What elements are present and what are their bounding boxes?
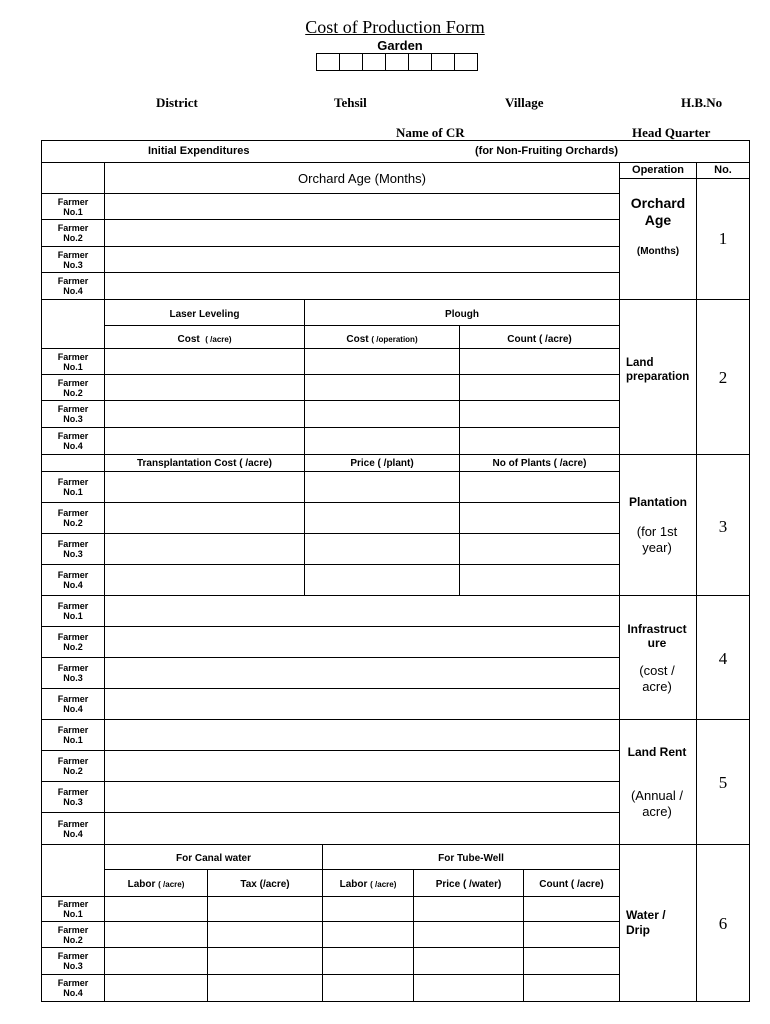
- price-plant-header: Price ( /plant): [350, 457, 414, 469]
- infrastructure-op: Infrastructure: [627, 622, 687, 650]
- farmer-label: Farmer No.1: [57, 196, 89, 217]
- form-title: Cost of Production Form: [305, 17, 485, 37]
- laser-leveling-header: Laser Leveling: [169, 308, 240, 320]
- op-no-6: 6: [718, 914, 728, 933]
- non-fruiting-label: (for Non-Fruiting Orchards): [475, 145, 618, 157]
- plough-cost-header: Cost ( /operation): [346, 333, 418, 345]
- farmer-label: Farmer No.4: [57, 276, 89, 296]
- farmer-label: Farmer No.3: [57, 404, 89, 424]
- no-of-plants-header: No of Plants ( /acre): [492, 457, 587, 469]
- laser-cost-header: Cost ( /acre): [177, 333, 232, 345]
- transplantation-cost-header: Transplantation Cost ( /acre): [136, 457, 273, 469]
- op-no-5: 5: [718, 773, 728, 792]
- land-rent-annual-op: (Annual / acre): [630, 788, 684, 819]
- plantation-op: Plantation: [628, 495, 687, 509]
- farmer-label: Farmer No.2: [57, 508, 89, 528]
- hb-no-label: H.B.No: [681, 95, 723, 110]
- tube-count-header: Count ( /acre): [539, 878, 604, 890]
- name-of-cr-label: Name of CR: [396, 125, 465, 140]
- farmer-label: Farmer No.4: [57, 431, 89, 451]
- infrastructure-cost-op: (cost / acre): [639, 663, 675, 694]
- garden-code-boxes[interactable]: [316, 53, 478, 71]
- farmer-label: Farmer No.3: [57, 787, 89, 807]
- village-label: Village: [505, 95, 544, 110]
- farmer-label: Farmer No.4: [57, 570, 89, 590]
- farmer-label: Farmer No.1: [57, 899, 89, 919]
- farmer-label: Farmer No.4: [57, 818, 89, 839]
- farmer-label: Farmer No.4: [57, 978, 89, 998]
- canal-water-header: For Canal water: [175, 852, 252, 864]
- farmer-label: Farmer No.3: [57, 539, 89, 559]
- orchard-age-op: Orchard Age: [630, 195, 686, 228]
- orchard-age-header: Orchard Age (Months): [298, 170, 426, 186]
- farmer-label: Farmer No.2: [57, 632, 89, 652]
- plough-header: Plough: [445, 308, 479, 320]
- farmer-label: Farmer No.1: [57, 725, 89, 745]
- farmer-label: Farmer No.4: [57, 694, 89, 714]
- farmer-label: Farmer No.2: [57, 756, 89, 776]
- operation-col-header: Operation: [632, 164, 684, 176]
- plough-count-header: Count ( /acre): [507, 333, 572, 345]
- plantation-first-year-op: (for 1st year): [636, 524, 678, 555]
- tube-labor-header: Labor ( /acre): [339, 878, 397, 890]
- initial-expenditures-label: Initial Expenditures: [148, 145, 250, 157]
- tube-price-header: Price ( /water): [435, 878, 502, 890]
- farmer-label: Farmer No.2: [57, 924, 89, 945]
- op-no-2: 2: [718, 368, 728, 387]
- no-col-header: No.: [714, 164, 732, 176]
- land-preparation-op: Land preparation: [626, 357, 690, 383]
- farmer-label: Farmer No.2: [57, 377, 89, 398]
- tube-well-header: For Tube-Well: [438, 852, 504, 864]
- water-drip-op: Water / Drip: [626, 908, 666, 937]
- orchard-months-op: (Months): [636, 245, 680, 257]
- farmer-label: Farmer No.1: [57, 477, 89, 497]
- canal-tax-header: Tax (/acre): [240, 878, 290, 890]
- canal-labor-header: Labor ( /acre): [127, 878, 185, 890]
- head-quarter-label: Head Quarter: [632, 125, 711, 140]
- op-no-3: 3: [718, 517, 728, 536]
- farmer-label: Farmer No.2: [57, 223, 89, 243]
- district-label: District: [156, 95, 198, 110]
- farmer-label: Farmer No.3: [57, 249, 89, 270]
- farmer-label: Farmer No.1: [57, 601, 89, 621]
- farmer-label: Farmer No.3: [57, 951, 89, 971]
- op-no-4: 4: [718, 649, 728, 668]
- tehsil-label: Tehsil: [334, 95, 367, 110]
- op-no-1: 1: [718, 229, 728, 248]
- farmer-label: Farmer No.1: [57, 351, 89, 372]
- garden-label: Garden: [377, 38, 423, 53]
- land-rent-op: Land Rent: [627, 745, 687, 759]
- farmer-label: Farmer No.3: [57, 663, 89, 683]
